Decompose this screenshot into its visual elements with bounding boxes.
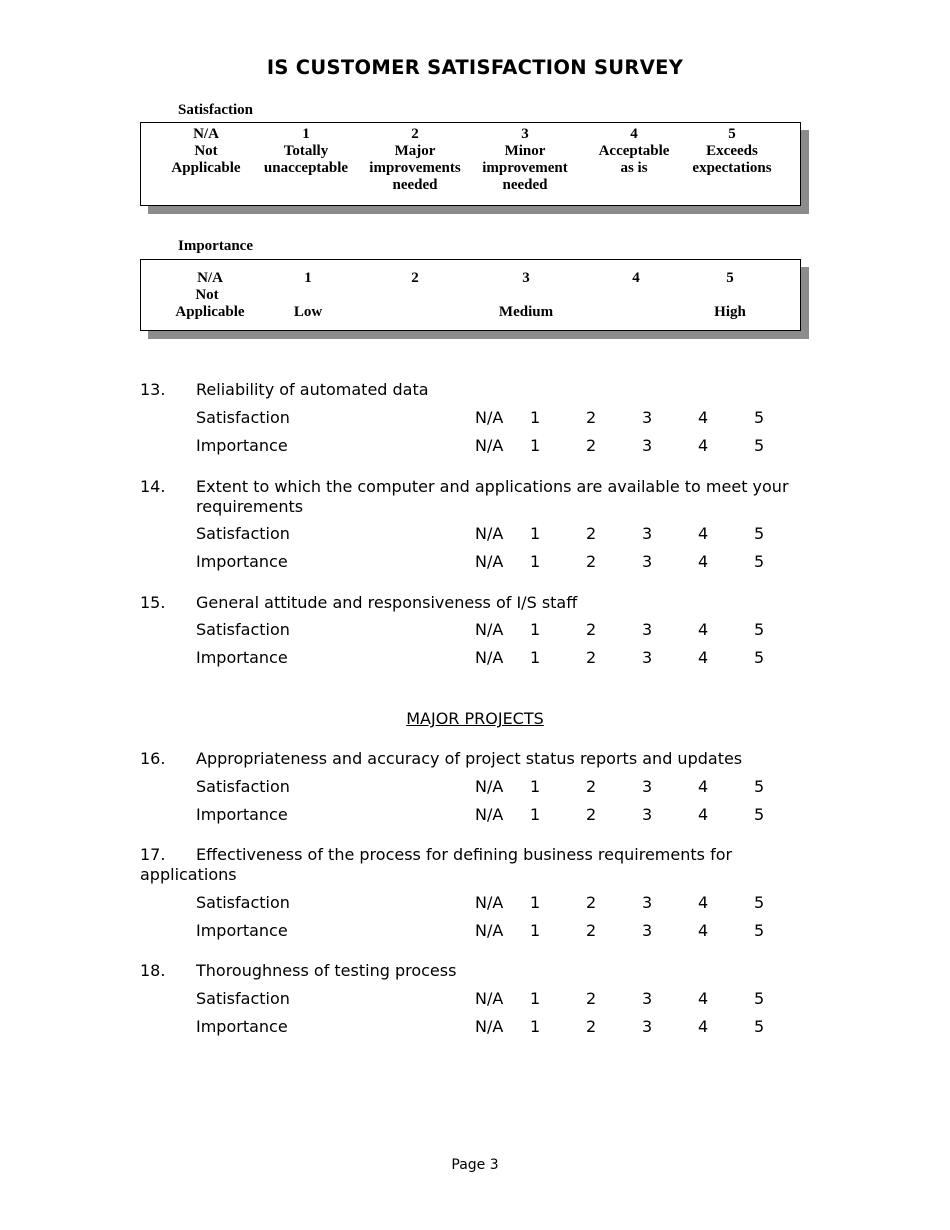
rating-option[interactable]: 1 bbox=[530, 648, 541, 667]
rating-option[interactable]: 1 bbox=[530, 921, 541, 940]
rating-option[interactable]: 3 bbox=[642, 893, 653, 912]
legend-col-2 bbox=[360, 126, 470, 194]
legend-value: 4 bbox=[632, 270, 640, 286]
rating-option[interactable]: 5 bbox=[754, 552, 765, 571]
legend-desc: improvement bbox=[482, 160, 568, 176]
satisfaction-label: Satisfaction bbox=[196, 524, 290, 543]
rating-option[interactable]: 3 bbox=[642, 436, 653, 455]
rating-option[interactable]: 5 bbox=[754, 524, 765, 543]
rating-option[interactable]: 4 bbox=[698, 620, 709, 639]
legend-desc: expectations bbox=[692, 160, 772, 176]
satisfaction-legend-label: Satisfaction bbox=[178, 102, 253, 118]
question-text: Extent to which the computer and applications are available to meet your requirements bbox=[196, 477, 789, 516]
legend-desc: Applicable bbox=[175, 304, 245, 320]
rating-option[interactable]: N/A bbox=[475, 524, 504, 543]
rating-option[interactable]: 3 bbox=[642, 777, 653, 796]
rating-option[interactable]: 5 bbox=[754, 989, 765, 1008]
legend-col-3 bbox=[470, 126, 580, 194]
question-number: 16. bbox=[140, 749, 166, 768]
rating-option[interactable]: 1 bbox=[530, 436, 541, 455]
rating-option[interactable]: 1 bbox=[530, 408, 541, 427]
rating-option[interactable]: 5 bbox=[754, 648, 765, 667]
rating-option[interactable]: 1 bbox=[530, 777, 541, 796]
satisfaction-label: Satisfaction bbox=[196, 893, 290, 912]
rating-option[interactable]: 2 bbox=[586, 408, 597, 427]
rating-option[interactable]: 2 bbox=[586, 524, 597, 543]
rating-option[interactable]: N/A bbox=[475, 921, 504, 940]
satisfaction-label: Satisfaction bbox=[196, 777, 290, 796]
legend-desc: Minor bbox=[504, 143, 546, 159]
satisfaction-label: Satisfaction bbox=[196, 620, 290, 639]
legend-col-1 bbox=[251, 126, 361, 177]
legend-desc: needed bbox=[502, 177, 548, 193]
rating-option[interactable]: 4 bbox=[698, 989, 709, 1008]
rating-option[interactable]: 4 bbox=[698, 648, 709, 667]
rating-option[interactable]: N/A bbox=[475, 620, 504, 639]
question-number: 13. bbox=[140, 380, 166, 399]
rating-option[interactable]: N/A bbox=[475, 1017, 504, 1036]
rating-option[interactable]: 1 bbox=[530, 1017, 541, 1036]
legend-desc: improvements bbox=[369, 160, 461, 176]
rating-option[interactable]: N/A bbox=[475, 408, 504, 427]
rating-option[interactable]: 3 bbox=[642, 989, 653, 1008]
importance-label: Importance bbox=[196, 921, 288, 940]
rating-option[interactable]: 3 bbox=[642, 1017, 653, 1036]
rating-option[interactable]: N/A bbox=[475, 893, 504, 912]
legend-desc: Major bbox=[394, 143, 436, 159]
rating-option[interactable]: 4 bbox=[698, 921, 709, 940]
rating-option[interactable]: 3 bbox=[642, 620, 653, 639]
legend-desc: High bbox=[714, 304, 746, 320]
importance-label: Importance bbox=[196, 436, 288, 455]
legend-desc: Not bbox=[194, 143, 218, 159]
rating-option[interactable]: N/A bbox=[475, 436, 504, 455]
question-number: 14. bbox=[140, 477, 166, 496]
rating-option[interactable]: 3 bbox=[642, 408, 653, 427]
rating-option[interactable]: 5 bbox=[754, 620, 765, 639]
importance-label: Importance bbox=[196, 805, 288, 824]
legend-desc: Exceeds bbox=[706, 143, 758, 159]
legend-value: N/A bbox=[193, 126, 219, 142]
rating-option[interactable]: N/A bbox=[475, 805, 504, 824]
importance-label: Importance bbox=[196, 1017, 288, 1036]
legend-desc: needed bbox=[392, 177, 438, 193]
legend-col-na bbox=[146, 126, 266, 177]
rating-option[interactable]: 3 bbox=[642, 921, 653, 940]
legend-desc: as is bbox=[620, 160, 648, 176]
rating-option[interactable]: 3 bbox=[642, 524, 653, 543]
rating-option[interactable]: N/A bbox=[475, 777, 504, 796]
rating-option[interactable]: 1 bbox=[530, 805, 541, 824]
legend-value: 3 bbox=[522, 270, 530, 286]
legend-value: 2 bbox=[411, 270, 419, 286]
page-title: IS CUSTOMER SATISFACTION SURVEY bbox=[266, 56, 684, 79]
rating-option[interactable]: 2 bbox=[586, 921, 597, 940]
rating-option[interactable]: 4 bbox=[698, 777, 709, 796]
importance-legend-label: Importance bbox=[178, 238, 253, 254]
rating-option[interactable]: 5 bbox=[754, 805, 765, 824]
rating-option[interactable]: 2 bbox=[586, 648, 597, 667]
legend-desc: unacceptable bbox=[263, 160, 349, 176]
legend-desc: Low bbox=[293, 304, 323, 320]
section-heading: MAJOR PROJECTS bbox=[406, 709, 544, 728]
legend-value: 2 bbox=[411, 126, 419, 142]
rating-option[interactable]: 3 bbox=[642, 805, 653, 824]
rating-option[interactable]: 1 bbox=[530, 989, 541, 1008]
question-text: Reliability of automated data bbox=[196, 380, 429, 399]
legend-value: N/A bbox=[197, 270, 223, 286]
satisfaction-label: Satisfaction bbox=[196, 989, 290, 1008]
rating-option[interactable]: 4 bbox=[698, 893, 709, 912]
rating-option[interactable]: 5 bbox=[754, 921, 765, 940]
legend-desc: Medium bbox=[498, 304, 554, 320]
rating-option[interactable]: 5 bbox=[754, 1017, 765, 1036]
rating-option[interactable]: 5 bbox=[754, 777, 765, 796]
rating-option[interactable]: 3 bbox=[642, 648, 653, 667]
rating-option[interactable]: 1 bbox=[530, 893, 541, 912]
question-text: Appropriateness and accuracy of project status reports and updates bbox=[196, 749, 743, 768]
satisfaction-legend-box bbox=[140, 122, 801, 206]
rating-option[interactable]: N/A bbox=[475, 648, 504, 667]
question-number: 17. bbox=[140, 845, 166, 864]
legend-desc: Totally bbox=[283, 143, 329, 159]
rating-option[interactable]: 1 bbox=[530, 552, 541, 571]
legend-value: 1 bbox=[304, 270, 312, 286]
rating-option[interactable]: 4 bbox=[698, 1017, 709, 1036]
rating-option[interactable]: 3 bbox=[642, 552, 653, 571]
question-text: Thoroughness of testing process bbox=[196, 961, 457, 980]
rating-option[interactable]: N/A bbox=[475, 989, 504, 1008]
legend-value: 5 bbox=[728, 126, 736, 142]
rating-option[interactable]: 2 bbox=[586, 777, 597, 796]
question-text: Effectiveness of the process for defining business requirements for applications bbox=[140, 845, 733, 884]
rating-option[interactable]: N/A bbox=[475, 552, 504, 571]
rating-option[interactable]: 4 bbox=[698, 408, 709, 427]
rating-option[interactable]: 2 bbox=[586, 1017, 597, 1036]
rating-option[interactable]: 2 bbox=[586, 620, 597, 639]
satisfaction-label: Satisfaction bbox=[196, 408, 290, 427]
importance-label: Importance bbox=[196, 648, 288, 667]
legend-desc: Not bbox=[195, 287, 219, 303]
rating-option[interactable]: 2 bbox=[586, 436, 597, 455]
page-number: Page 3 bbox=[451, 1157, 499, 1173]
rating-option[interactable]: 2 bbox=[586, 893, 597, 912]
legend-col-4 bbox=[579, 126, 689, 177]
legend-col-5 bbox=[677, 126, 787, 177]
rating-option[interactable]: 4 bbox=[698, 436, 709, 455]
rating-option[interactable]: 2 bbox=[586, 552, 597, 571]
legend-value: 1 bbox=[302, 126, 310, 142]
question-text: General attitude and responsiveness of I/S staff bbox=[196, 593, 578, 612]
rating-option[interactable]: 4 bbox=[698, 524, 709, 543]
legend-value: 5 bbox=[726, 270, 734, 286]
rating-option[interactable]: 1 bbox=[530, 620, 541, 639]
importance-label: Importance bbox=[196, 552, 288, 571]
rating-option[interactable]: 5 bbox=[754, 893, 765, 912]
importance-legend-box bbox=[140, 259, 801, 331]
legend-desc: Acceptable bbox=[598, 143, 670, 159]
question-number: 18. bbox=[140, 961, 166, 980]
legend-value: 3 bbox=[521, 126, 529, 142]
rating-option[interactable]: 5 bbox=[754, 408, 765, 427]
rating-option[interactable]: 1 bbox=[530, 524, 541, 543]
legend-value: 4 bbox=[630, 126, 638, 142]
question-number: 15. bbox=[140, 593, 166, 612]
rating-option[interactable]: 4 bbox=[698, 552, 709, 571]
rating-option[interactable]: 4 bbox=[698, 805, 709, 824]
rating-option[interactable]: 5 bbox=[754, 436, 765, 455]
rating-option[interactable]: 2 bbox=[586, 805, 597, 824]
rating-option[interactable]: 2 bbox=[586, 989, 597, 1008]
legend-desc: Applicable bbox=[171, 160, 241, 176]
